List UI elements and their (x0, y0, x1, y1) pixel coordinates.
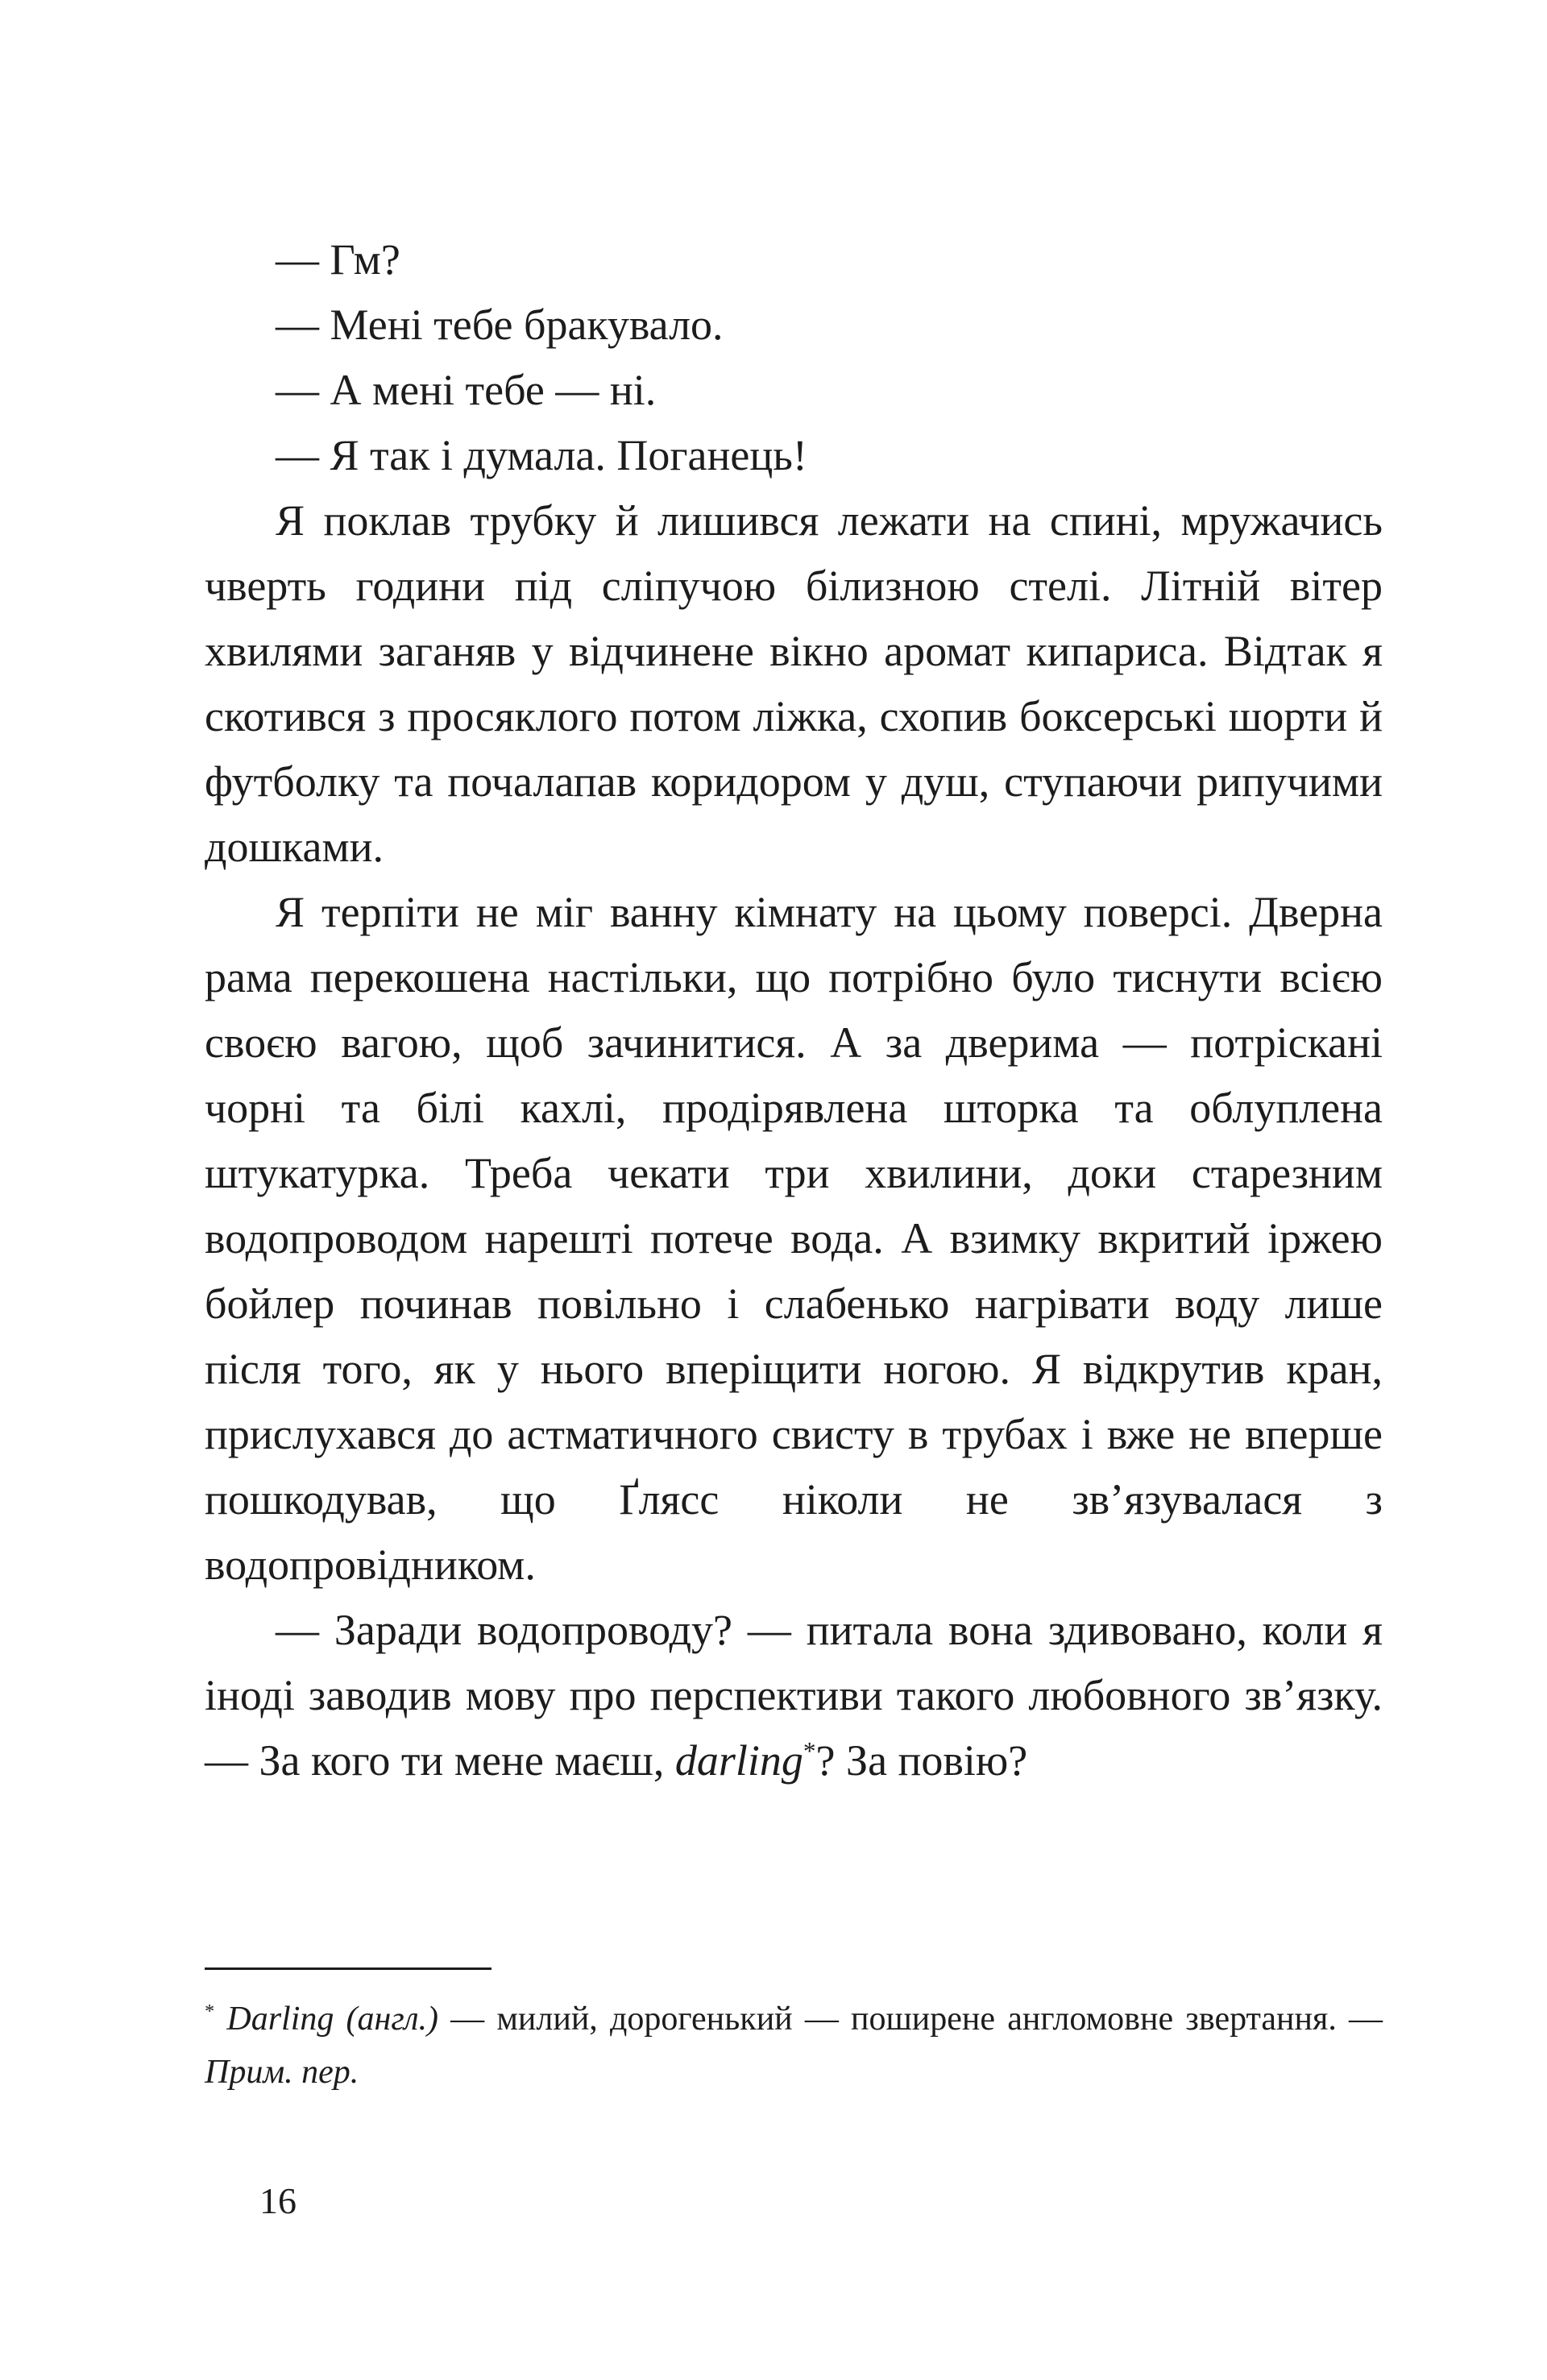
footnote-reference-marker: * (803, 1737, 816, 1765)
dialogue-line-2: — Мені тебе бракувало. (276, 301, 724, 349)
page-text-column (205, 227, 1383, 1793)
dialogue-line-3: — А мені тебе — ні. (276, 366, 657, 414)
footnote-term-italic: Darling (англ.) (226, 2001, 438, 2038)
footnote-divider (205, 1967, 491, 1970)
inline-italic-darling: darling (674, 1736, 803, 1785)
footnote-source-italic: Прим. пер. (205, 2054, 359, 2091)
footnote-body-text: — милий, дорогенький — поширене англомовне звертання. — (438, 2001, 1383, 2038)
footnote-marker: * (205, 2001, 215, 2022)
dialogue-line-1: — Гм? (276, 235, 400, 284)
dialogue-line-4: — Я так і думала. Поганець! (276, 431, 807, 479)
paragraph-1: Я поклав трубку й лишився лежати на спині, мружачись чверть години під сліпучою білизною стелі. Літній вітер хвилями заганяв у відчинене вікно аромат кипариса. Відтак я скотився з просяклого потом ліжка, схопив боксерські шорти й футболку та почалапав коридором у душ, ступаючи рипучими дошками. (205, 496, 1383, 871)
paragraph-3-dialogue (205, 1598, 1383, 1793)
paragraph-2: Я терпіти не міг ванну кімнату на цьому поверсі. Дверна рама перекошена настільки, що потрібно було тиснути всією своєю вагою, щоб зачинитися. А за дверима — потріскані чорні та білі кахлі, продірявлена шторка та облуплена штукатурка. Треба чекати три хвилини, доки старезним водопроводом нарешті потече вода. А взимку вкритий іржею бойлер починав повільно і слабенько нагрівати воду лише після того, як у нього вперіщити ногою. Я відкрутив кран, прислухався до астматичного свисту в трубах і вже не вперше пошкодував, що Ґлясс ніколи не зв’язувалася з водопровідником. (205, 888, 1383, 1589)
page-number: 16 (259, 2180, 297, 2221)
final-paragraph-text-after: ? За повію? (815, 1736, 1028, 1785)
footnote-text (205, 1992, 1383, 2099)
footnote (205, 1956, 1383, 2099)
final-paragraph-text-before: — Заради водопроводу? — питала вона здивовано, коли я іноді заводив мову про перспективи такого любовного зв’язку. — За кого ти мене маєш, (205, 1606, 1383, 1785)
